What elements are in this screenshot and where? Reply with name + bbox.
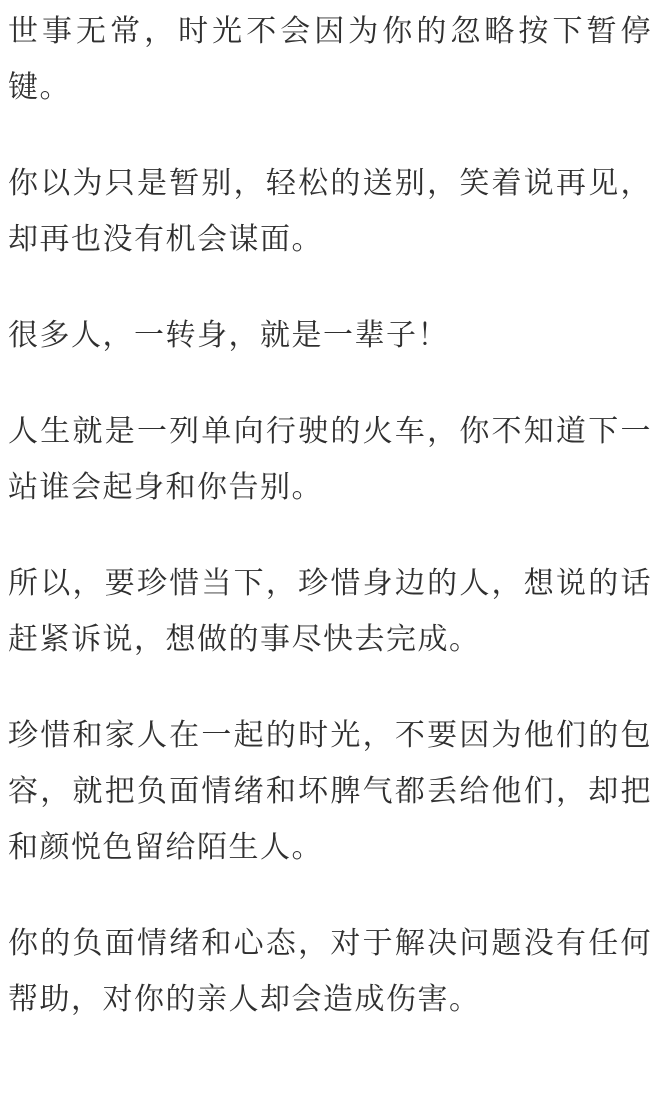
- paragraph: 很多人，一转身，就是一辈子！: [8, 318, 449, 353]
- paragraph: 珍惜和家人在一起的时光，不要因为他们的包容，就把负面情绪和坏脾气都丢给他们，却把和颜悦色留给陌生人。: [8, 718, 652, 865]
- paragraph: 世事无常，时光不会因为你的忽略按下暂停键。: [8, 14, 652, 105]
- paragraph: 所以，要珍惜当下，珍惜身边的人，想说的话赶紧诉说，想做的事尽快去完成。: [8, 566, 652, 657]
- paragraph: 你的负面情绪和心态，对于解决问题没有任何帮助，对你的亲人却会造成伤害。: [8, 926, 652, 1017]
- paragraph: 你以为只是暂别，轻松的送别，笑着说再见，却再也没有机会谋面。: [8, 166, 652, 257]
- paragraph: 人生就是一列单向行驶的火车，你不知道下一站谁会起身和你告别。: [8, 414, 652, 505]
